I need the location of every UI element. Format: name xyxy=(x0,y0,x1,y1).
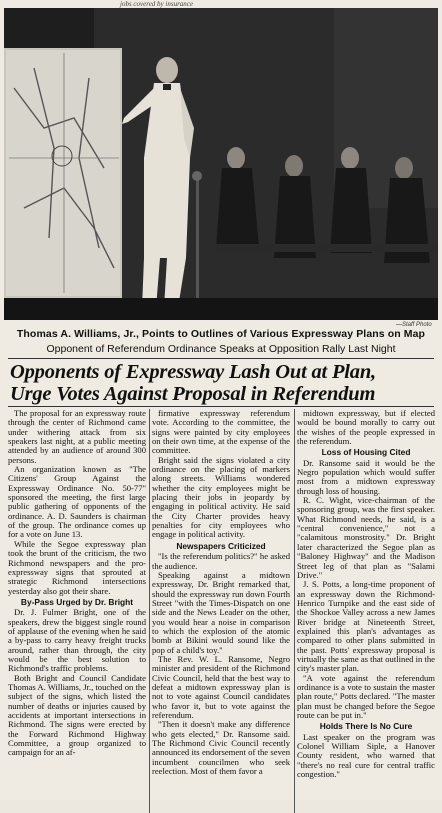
subheading: Newspapers Criticized xyxy=(176,540,266,551)
paragraph: firmative expressway referendum vote. According to the committee, the signs were painted by city employees on their own time, at the expense of the committee. xyxy=(152,408,290,456)
headline xyxy=(10,361,436,405)
subheading: Holds There Is No Cure xyxy=(319,721,413,732)
news-photo xyxy=(4,8,438,320)
photo-credit: —Staff Photo xyxy=(396,322,432,328)
article-column-3 xyxy=(297,409,435,779)
article-body xyxy=(6,409,438,799)
paragraph: Speaking against a midtown expressway, Dr. Bright remarked that, should the expressway run down Fourth Street "with the Times-Dispatch on one side and the News Leader on the other, you would hear a noise in comparison to which the explosion of the atomic bomb at Bikini would sound like the pop of a child's toy." xyxy=(152,569,290,655)
paragraph: Bright said the signs violated a city ordinance on the placing of markers along streets. Williams wondered whether the city employees might be placing their jobs in jeopardy by engaging in political activity. He said the City Charter provides heavy penalties for city employees who engage in political activity. xyxy=(152,454,290,540)
paragraph: "Is the referendum politics?" he asked the audience. xyxy=(152,551,290,571)
paragraph: Last speaker on the program was Colonel William Siple, a Hanover County resident, who warned that "there's no real cure for central traffic congestion." xyxy=(297,731,435,780)
headline-line1: Opponents of Expressway Lash Out at Plan, xyxy=(10,361,376,383)
paragraph: The proposal for an expressway route through the center of Richmond came under withering attack from six speakers last night, at a public meeting attended by an audience of around 300 persons. xyxy=(8,408,146,465)
paragraph: R. C. Wight, vice-chairman of the sponsoring group, was the first speaker. What Richmond needs, he said, is a "central convenience," not a "calamitous monstrosity." Dr. Bright later characterized the Segoe plan as "Baloney Highway" and the Madison Street leg of that plan as "Salami Drive." xyxy=(297,495,435,580)
headline-divider xyxy=(8,406,434,407)
top-strip-text: jobs covered by insurance xyxy=(120,0,194,8)
photo-caption-line2: Opponent of Referendum Ordinance Speaks at Opposition Rally Last Night xyxy=(46,343,396,355)
paragraph: Both Bright and Council Candidate Thomas A. Williams, Jr., touched on the subject of the signs, which listed the number of deaths or injuries caused by accidents at important intersections in Richmond. The signs were erected by the Forward Richmond Highway Committee, a group organized to campaign for an af- xyxy=(8,672,146,758)
paragraph: "Then it doesn't make any difference who gets elected," Dr. Ransome said. The Richmond Civic Council recently announced its endorsement of the seven incumbent councilmen who seek reelection. Most of them favor a xyxy=(152,719,290,777)
headline-line2: Urge Votes Against Proposal in Referendum xyxy=(10,383,376,405)
paragraph: The Rev. W. L. Ransome, Negro minister and president of the Richmond Civic Council, held that the best way to defeat a midtown expressway plan is not to vote against Council candidates who favor it, but to vote against the referendum. xyxy=(152,653,290,720)
paragraph: "A vote against the referendum ordinance is a vote to sustain the master plan route," Potts declared. "The master plan must be changed before the Segoe route can be put in." xyxy=(297,672,435,720)
column-divider xyxy=(294,409,295,813)
article-column-1 xyxy=(8,409,146,758)
photo-illustration xyxy=(4,8,438,320)
photo-caption-line1: Thomas A. Williams, Jr., Points to Outlines of Various Expressway Plans on Map xyxy=(16,328,426,340)
paragraph: midtown expressway, but if elected would be bound morally to carry out the wishes of the people expressed in the referendum. xyxy=(297,408,435,447)
paragraph: Dr. Ransome said it would be the Negro population which would suffer most from a midtown expressway through loss of housing. xyxy=(297,457,435,496)
article-column-2 xyxy=(152,409,290,776)
paragraph: J. S. Potts, a long-time proponent of an expressway down the Richmond-Henrico Turnpike and the east side of the Shockoe Valley across a new James River bridge at Nineteenth Street, explained this plan's advantages as compared to other plans submitted in the past. Potts' expressway proposal is virtually the same as that outlined in the city's master plan. xyxy=(297,579,435,674)
paragraph: An organization known as "The Citizens' Group Against the Expressway Ordinance No. 50-77" sponsored the meeting, the first large public gathering of opponents of the ordinance. A. D. Saunders is chairman of the group. The ordinance comes up for a vote on June 13. xyxy=(8,464,146,540)
caption-divider xyxy=(8,358,434,359)
column-divider xyxy=(149,409,150,813)
subheading: Loss of Housing Cited xyxy=(321,447,411,458)
paragraph: While the Segoe expressway plan took the brunt of the criticism, the two Richmond newspapers and the pro-expressway signs that sprouted at strategic Richmond intersections yesterday also got their share. xyxy=(8,538,146,596)
subheading: By-Pass Urged by Dr. Bright xyxy=(20,596,134,607)
paragraph: Dr. J. Fulmer Bright, one of the speakers, drew the biggest single round of applause of the evening when he said a by-pass to carry heavy freight trucks around, rather than through, the city would be the best solution to Richmond's traffic problems. xyxy=(8,607,146,674)
